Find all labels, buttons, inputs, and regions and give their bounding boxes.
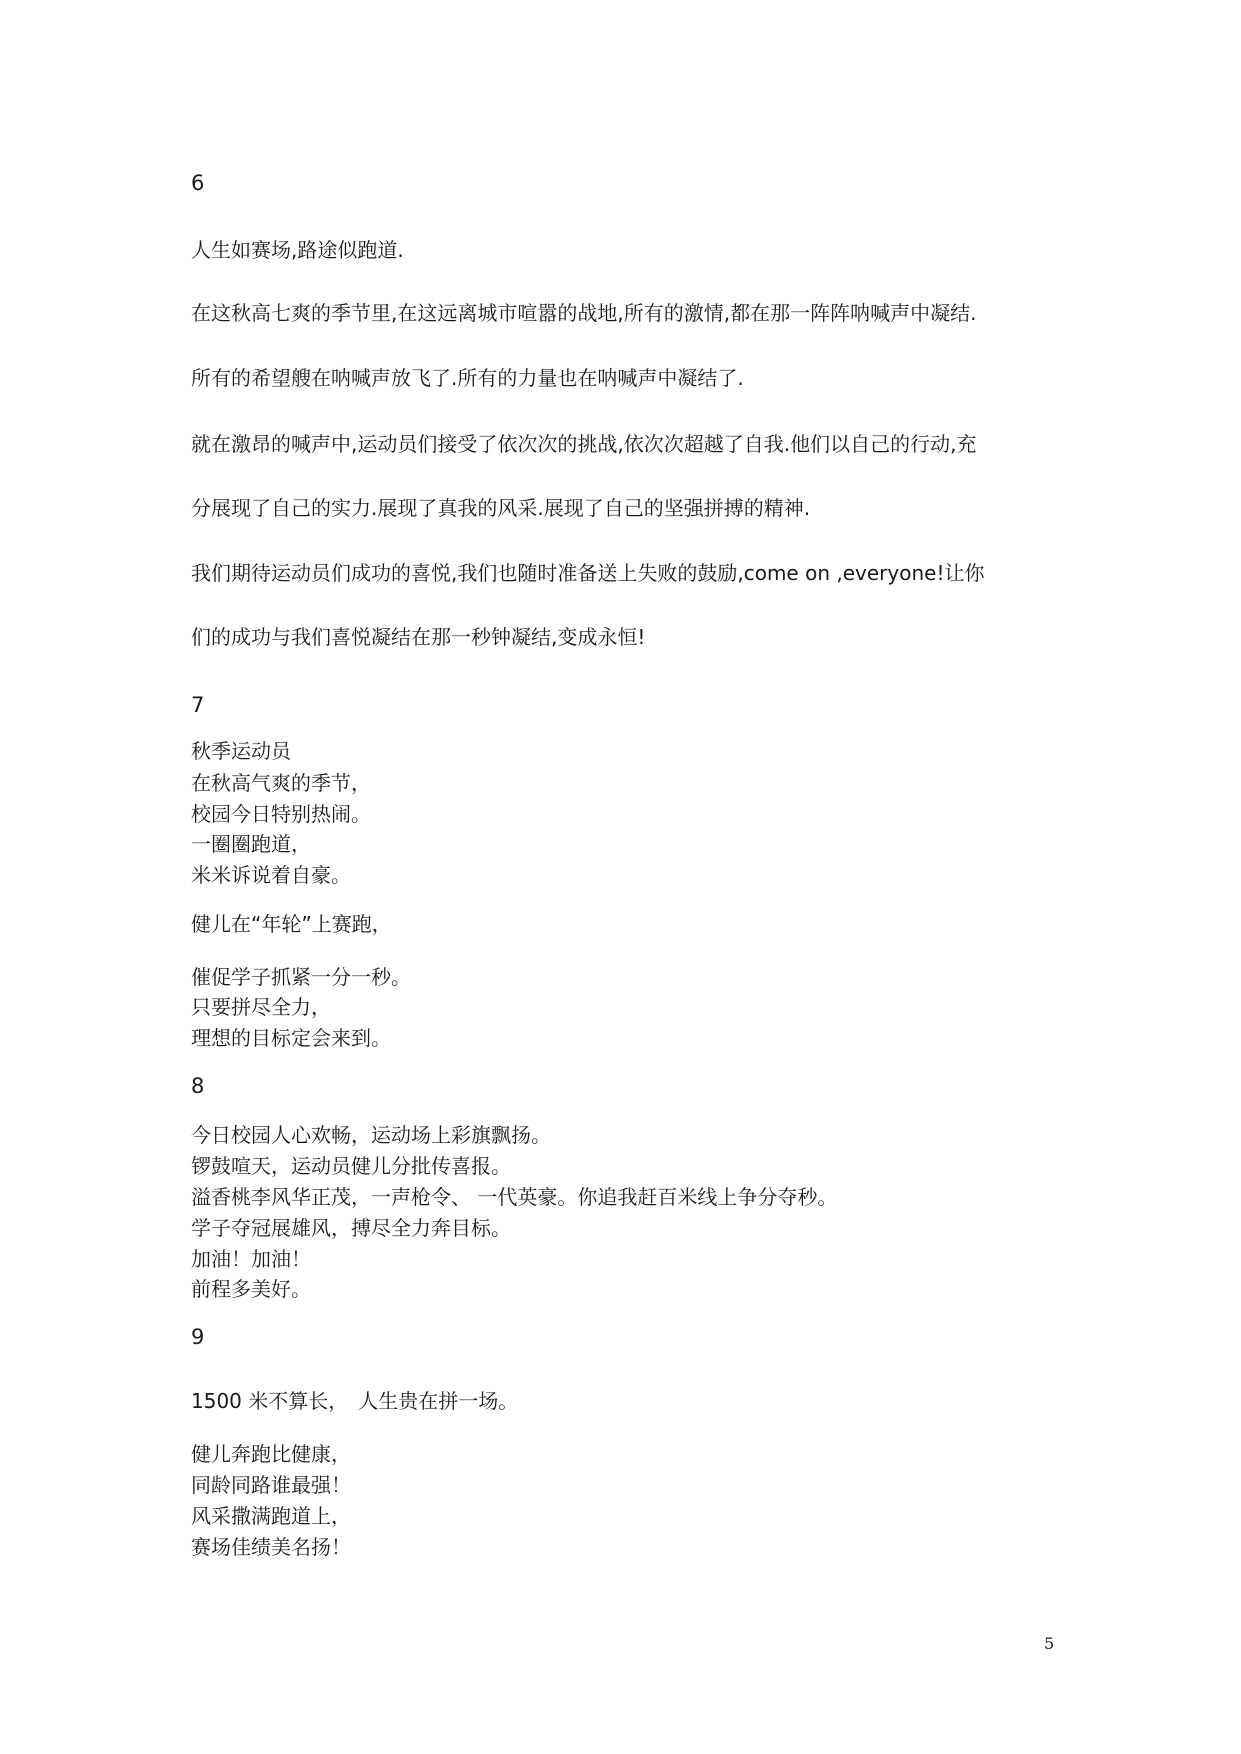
text-line: 们的成功与我们喜悦凝结在那一秒钟凝结,变成永恒!	[191, 625, 646, 649]
text-line: 理想的目标定会来到。	[191, 1026, 391, 1050]
text-line: 人生如赛场,路途似跑道.	[191, 238, 404, 262]
text-line: 风采撒满跑道上，	[191, 1504, 351, 1528]
text-line: 今日校园人心欢畅，运动场上彩旗飘扬。	[191, 1123, 551, 1147]
text-line: 校园今日特别热闹。	[191, 802, 371, 826]
text-line: 催促学子抓紧一分一秒。	[191, 965, 411, 989]
text-line: 1500 米不算长， 人生贵在拼一场。	[191, 1389, 519, 1413]
text-line: 在秋高气爽的季节，	[191, 771, 371, 795]
text-line: 就在激昂的喊声中,运动员们接受了依次次的挑战,依次次超越了自我.他们以自己的行动,充	[191, 432, 977, 456]
text-line: 我们期待运动员们成功的喜悦,我们也随时准备送上失败的鼓励,come on ,everyone!让你	[191, 561, 985, 585]
text-line: 所有的希望艘在呐喊声放飞了.所有的力量也在呐喊声中凝结了.	[191, 366, 744, 390]
text-line: 健儿在“年轮”上赛跑，	[191, 912, 392, 936]
section-number: 7	[191, 693, 205, 717]
text-line: 米米诉说着自豪。	[191, 863, 351, 887]
section-number: 9	[191, 1325, 205, 1349]
text-line: 只要拼尽全力，	[191, 995, 331, 1019]
section-number: 6	[191, 171, 205, 195]
section-number: 8	[191, 1074, 205, 1098]
text-line: 在这秋高七爽的季节里,在这远离城市喧嚣的战地,所有的激情,都在那一阵阵呐喊声中凝结.	[191, 301, 977, 325]
text-line: 同龄同路谁最强！	[191, 1473, 351, 1497]
text-line: 秋季运动员	[191, 739, 291, 763]
page-number: 5	[1044, 1634, 1055, 1653]
text-line: 学子夺冠展雄风，搏尽全力奔目标。	[191, 1216, 511, 1240]
text-line: 锣鼓喧天，运动员健儿分批传喜报。	[191, 1154, 511, 1178]
text-line: 赛场佳绩美名扬！	[191, 1535, 351, 1559]
text-line: 分展现了自己的实力.展现了真我的风采.展现了自己的坚强拼搏的精神.	[191, 496, 811, 520]
text-line: 加油！加油！	[191, 1247, 311, 1271]
text-line: 一圈圈跑道，	[191, 832, 311, 856]
text-line: 溢香桃李风华正茂，一声枪令、 一代英豪。你追我赶百米线上争分夺秒。	[191, 1185, 838, 1209]
text-line: 前程多美好。	[191, 1277, 311, 1301]
text-line: 健儿奔跑比健康，	[191, 1442, 351, 1466]
